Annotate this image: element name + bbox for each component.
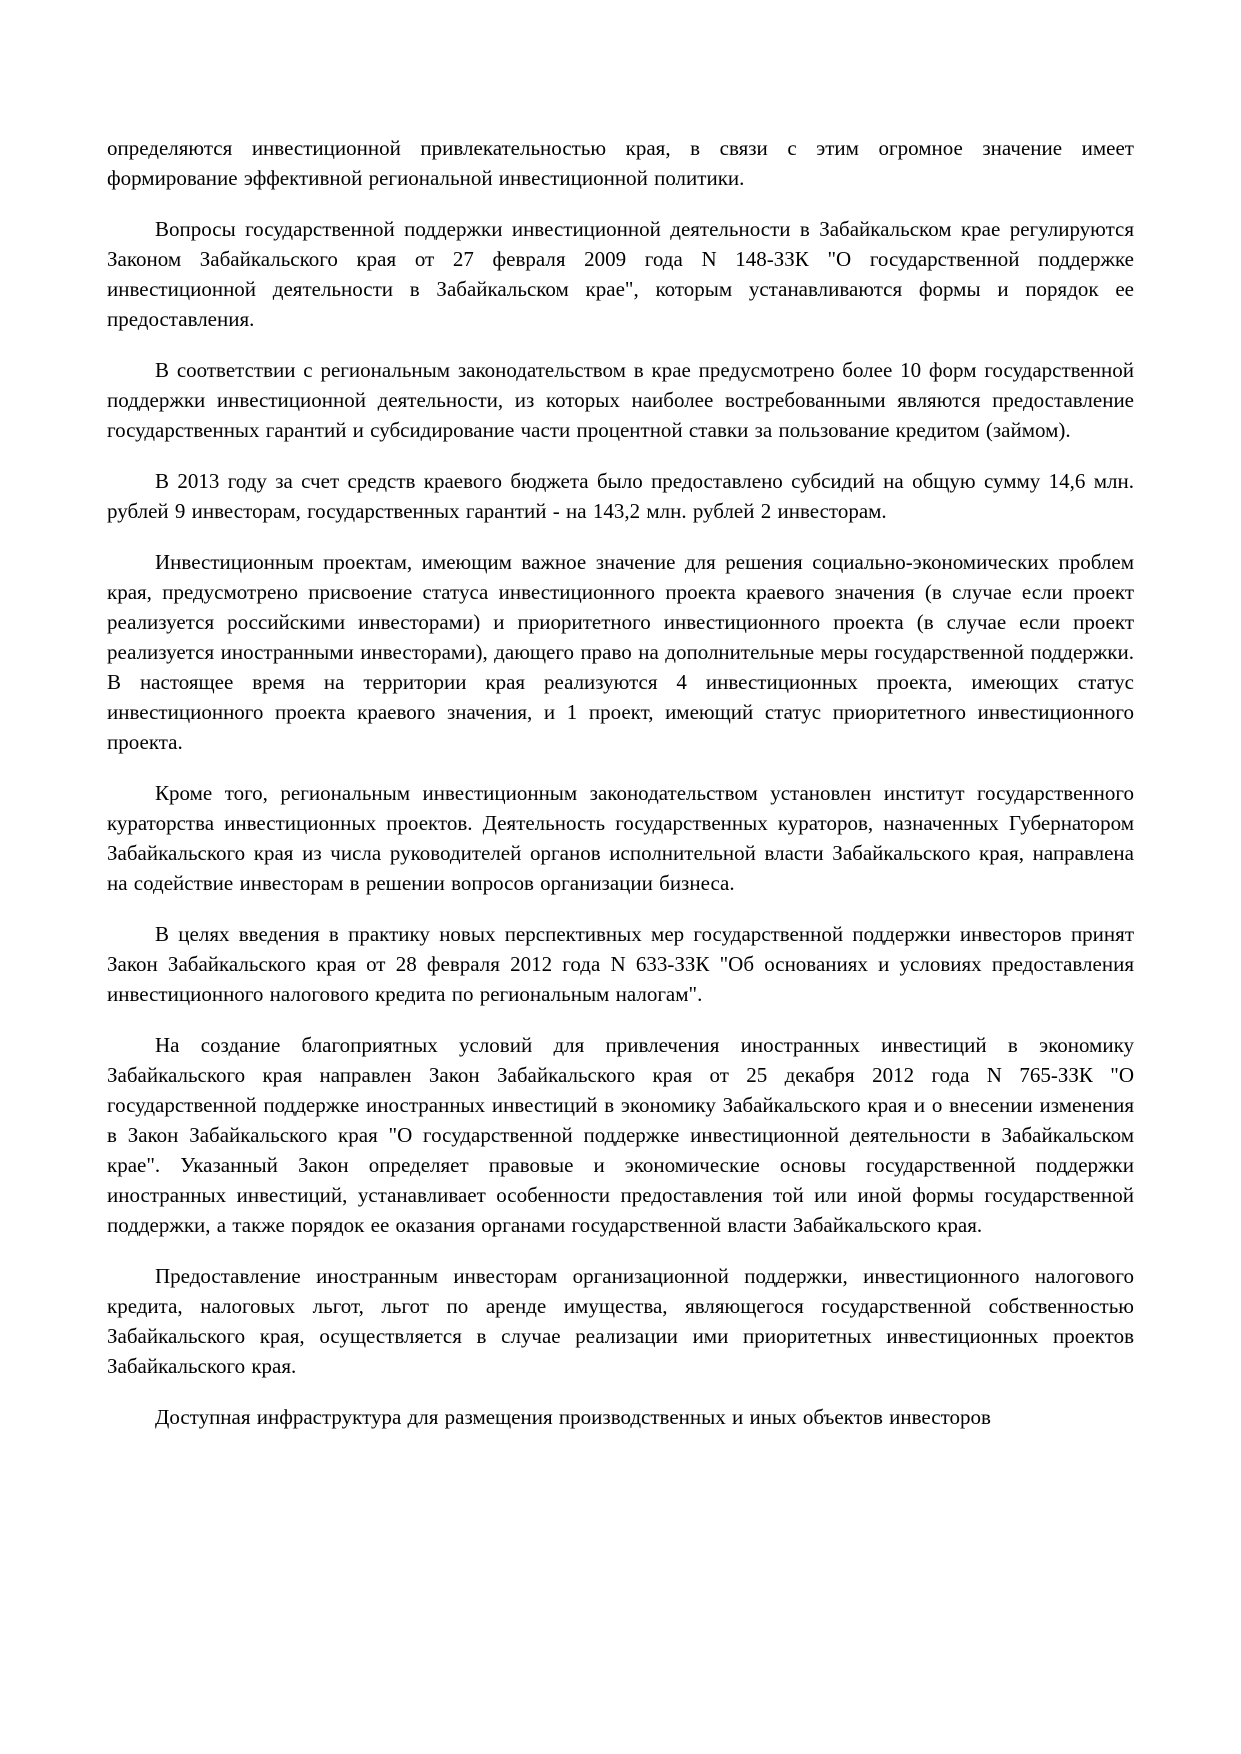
paragraph: определяются инвестиционной привлекательностью края, в связи с этим огромное значение имеет формирование эффективной региональной инвестиционной политики.: [107, 136, 1134, 190]
paragraph: Инвестиционным проектам, имеющим важное значение для решения социально-экономических проблем края, предусмотрено присвоение статуса инвестиционного проекта краевого значения (в случае если проект реализуется российскими инвесторами) и приоритетного инвестиционного проекта (в случае если проект реализуется иностранными инвесторами), дающего право на дополнительные меры государственной поддержки. В настоящее время на территории края реализуются 4 инвестиционных проекта, имеющих статус инвестиционного проекта краевого значения, и 1 проект, имеющий статус приоритетного инвестиционного проекта.: [107, 550, 1134, 754]
paragraph: В 2013 году за счет средств краевого бюджета было предоставлено субсидий на общую сумму 14,6 млн. рублей 9 инвесторам, государственных гарантий - на 143,2 млн. рублей 2 инвесторам.: [107, 469, 1134, 523]
paragraph: Доступная инфраструктура для размещения производственных и иных объектов инвесторов: [155, 1405, 991, 1429]
document-body: [107, 133, 1134, 1432]
paragraph: Кроме того, региональным инвестиционным законодательством установлен институт государственного кураторства инвестиционных проектов. Деятельность государственных кураторов, назначенных Губернатором Забайкальского края из числа руководителей органов исполнительной власти Забайкальского края, направлена на содействие инвесторам в решении вопросов организации бизнеса.: [107, 781, 1134, 895]
paragraph: В соответствии с региональным законодательством в крае предусмотрено более 10 форм государственной поддержки инвестиционной деятельности, из которых наиболее востребованными являются предоставление государственных гарантий и субсидирование части процентной ставки за пользование кредитом (займом).: [107, 358, 1134, 442]
paragraph: В целях введения в практику новых перспективных мер государственной поддержки инвесторов принят Закон Забайкальского края от 28 февраля 2012 года N 633-ЗЗК "Об основаниях и условиях предоставления инвестиционного налогового кредита по региональным налогам".: [107, 922, 1134, 1006]
paragraph: Вопросы государственной поддержки инвестиционной деятельности в Забайкальском крае регулируются Законом Забайкальского края от 27 февраля 2009 года N 148-ЗЗК "О государственной поддержке инвестиционной деятельности в Забайкальском крае", которым устанавливаются формы и порядок ее предоставления.: [107, 217, 1134, 331]
paragraph: На создание благоприятных условий для привлечения иностранных инвестиций в экономику Забайкальского края направлен Закон Забайкальского края от 25 декабря 2012 года N 765-ЗЗК "О государственной поддержке иностранных инвестиций в экономику Забайкальского края и о внесении изменения в Закон Забайкальского края "О государственной поддержке инвестиционной деятельности в Забайкальском крае". Указанный Закон определяет правовые и экономические основы государственной поддержки иностранных инвестиций, устанавливает особенности предоставления той или иной формы государственной поддержки, а также порядок ее оказания органами государственной власти Забайкальского края.: [107, 1033, 1134, 1237]
paragraph: Предоставление иностранным инвесторам организационной поддержки, инвестиционного налогового кредита, налоговых льгот, льгот по аренде имущества, являющегося государственной собственностью Забайкальского края, осуществляется в случае реализации ими приоритетных инвестиционных проектов Забайкальского края.: [107, 1264, 1134, 1378]
